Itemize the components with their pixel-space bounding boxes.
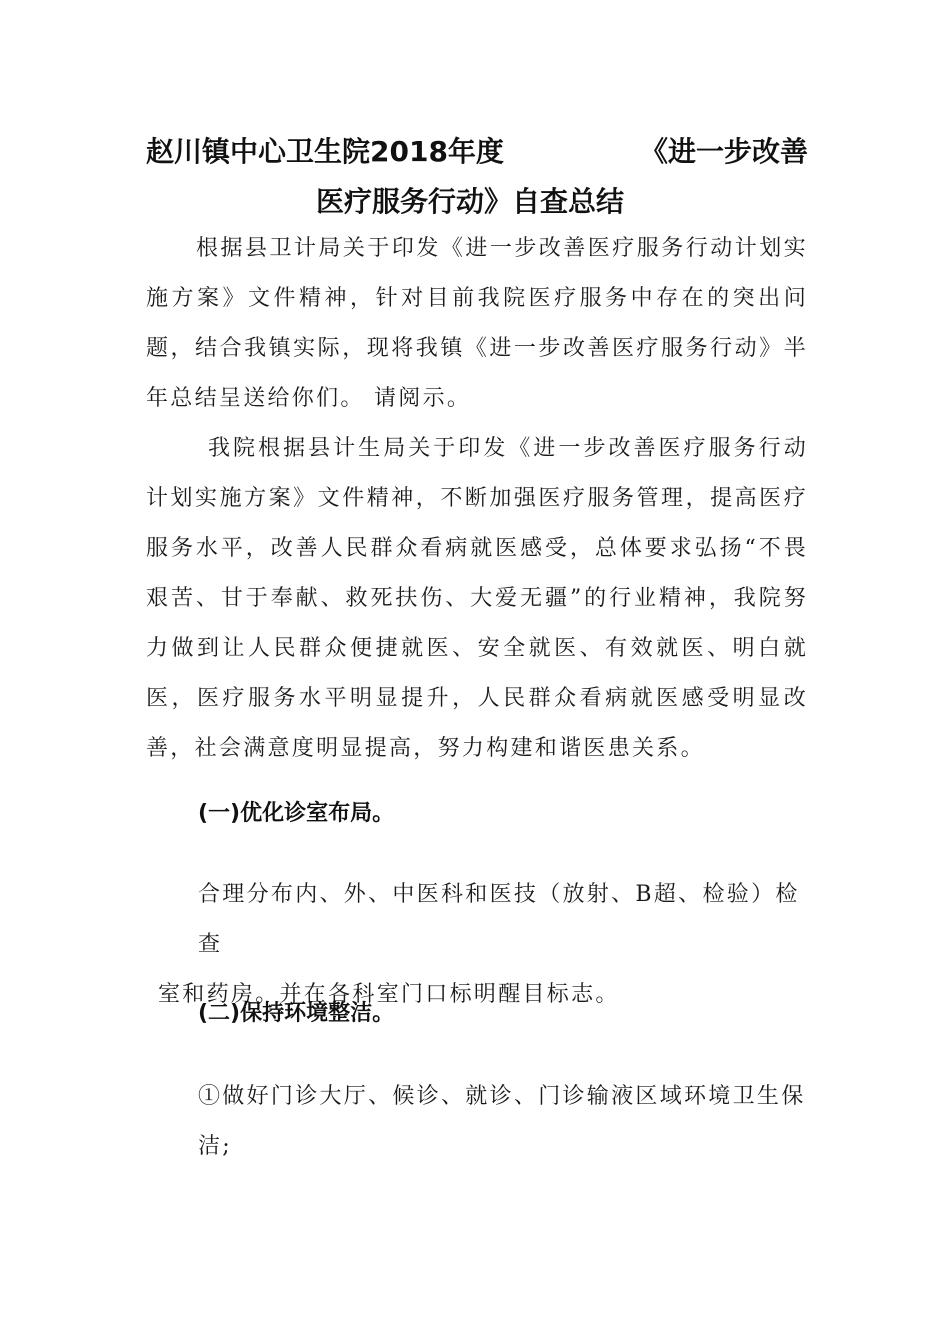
- paragraph-overview: 我院根据县计生局关于印发《进一步改善医疗服务行动计划实施方案》文件精神，不断加强医疗服务管理，提高医疗服务水平，改善人民群众看病就医感受，总体要求弘扬“不畏艰苦、甘于奉献、救死扶伤、大爱无疆”的行业精神，我院努力做到让人民群众便捷就医、安全就医、有效就医、明白就医，医疗服务水平明显提升，人民群众看病就医感受明显改善，社会满意度明显提高，努力构建和谐医患关系。: [146, 436, 808, 761]
- title-part1: 赵川镇中心卫生院2018年度: [146, 135, 504, 168]
- paragraph-intro: 根据县卫计局关于印发《进一步改善医疗服务行动计划实施方案》文件精神，针对目前我院医疗服务中存在的突出问题，结合我镇实际，现将我镇《进一步改善医疗服务行动》半年总结呈送给你们。 请阅示。: [146, 236, 808, 411]
- title-part2: 《进一步改善: [639, 135, 808, 168]
- paragraph-layout-line1: 合理分布内、外、中医科和医技（放射、B超、检验）检查: [198, 882, 800, 957]
- section-heading-1: (一)优化诊室布局。: [198, 801, 395, 826]
- paragraph-layout-line2: 室和药房。并在各科室门口标明醒目标志。: [158, 982, 620, 1007]
- section-heading-2: (二)保持环境整洁。: [198, 1001, 395, 1026]
- document-title-line2: 医疗服务行动》自查总结: [316, 185, 625, 218]
- document-title-line1: [146, 132, 808, 172]
- paragraph-cleaning: ①做好门诊大厅、候诊、就诊、门诊输液区域环境卫生保洁;: [198, 1084, 806, 1159]
